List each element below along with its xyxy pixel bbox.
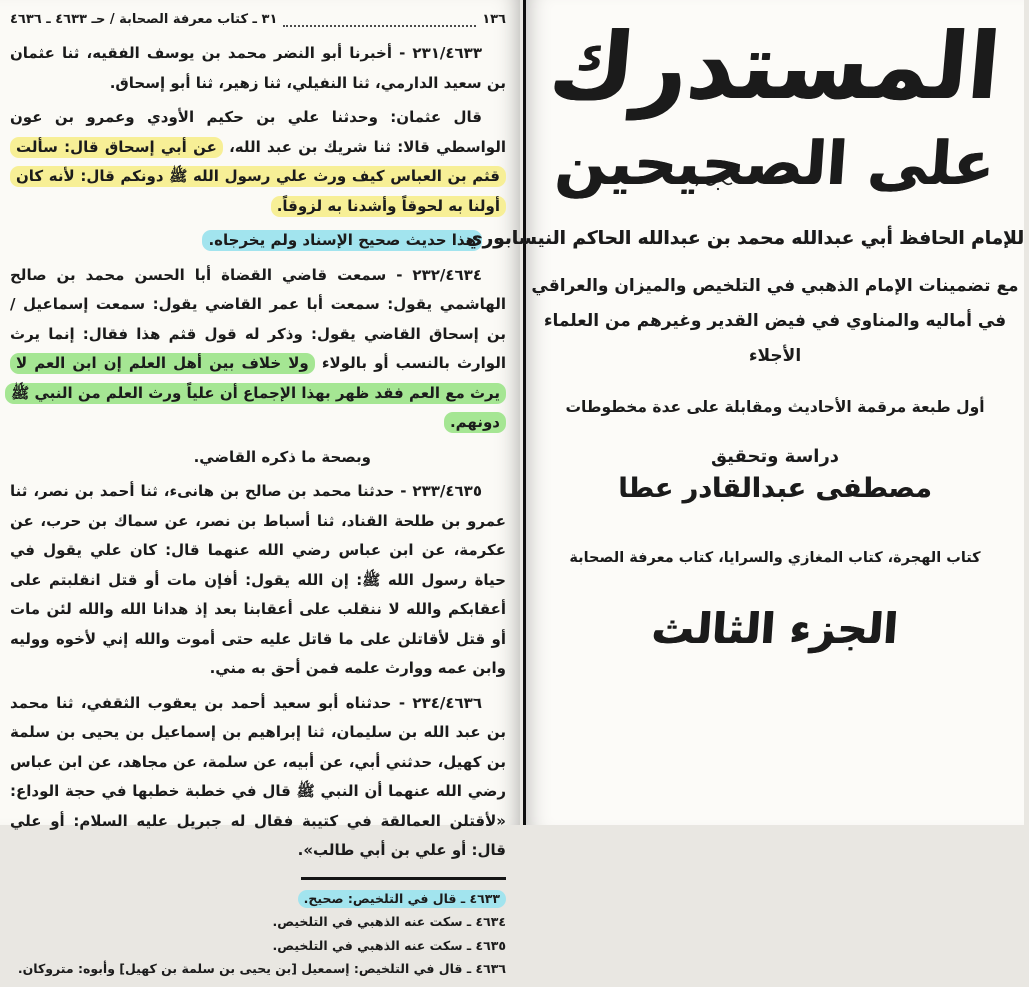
highlighted-text: عن أبي إسحاق قال: سألت قثم بن العباس كيف ورث علي رسول الله ﷺ دونكم قال: لأنه كان أولنا به لحوقاً وأشدنا به لزوقاً. xyxy=(10,137,506,217)
footnote-4634 xyxy=(10,910,506,934)
author-line: للإمام الحافظ أبي عبدالله محمد بن عبدالله الحاكم النيسابوري xyxy=(465,227,1024,249)
hadith-4633-grading xyxy=(10,226,506,256)
qadi-confirmation-note xyxy=(10,443,506,473)
text-segment: ٢٣٣/٤٦٣٥ - حدثنا محمد بن صالح بن هانىء، ثنا أحمد بن نصر، ثنا عمرو بن طلحة القناد، ثنا أسباط بن نصر، عن سماك بن حرب، عن عكرمة، عن ابن عباس رضي الله عنهما قال: كان علي يقول في حياة رسول الله ﷺ: إن الله يقول: أفإن مات أو قتل انقلبتم على أعقابكم والله لا ننقلب على أعقابنا بعد إذ هدانا الله والله لئن مات أو قتل لأقاتلن على ما قاتل عليه حتى أموت والله إني لأخوه ووليه وابن عمه ووارث علمه فمن أحق به مني. xyxy=(10,482,506,677)
contents-line: كتاب الهجرة، كتاب المغازي والسرايا، كتاب معرفة الصحابة xyxy=(569,549,981,566)
inclusions-line-2: في أماليه والمناوي في فيض القدير وغيرهم من العلماء الأجلاء xyxy=(543,310,1007,366)
footnote-4635 xyxy=(10,934,506,958)
text-segment: قال عثمان: وحدثنا علي بن حكيم الأودي وعمرو بن عون الواسطي قالا: ثنا شريك بن عبد الله، xyxy=(10,108,506,156)
footnotes-block xyxy=(10,871,506,987)
text-segment: ٢٣٤/٤٦٣٦ - حدثناه أبو سعيد أحمد بن يعقوب الثقفي، ثنا محمد بن عبد الله بن سليمان، ثنا إبراهيم بن إسماعيل بن يحيى بن سلمة بن كهيل، حدثني أبي، عن أبيه، عن سلمة، عن مجاهد، عن ابن عباس رضي الله عنهما أن النبي ﷺ قال في خطبة خطبها في حجة الوداع: «لأقتلن العمالقة في كتيبة فقال له جبريل عليه السلام: أو علي قال: أو علي بن أبي طالب». xyxy=(10,693,506,859)
footnote-4633 xyxy=(10,887,506,911)
edition-note: أول طبعة مرقمة الأحاديث ومقابلة على عدة مخطوطات xyxy=(565,397,985,416)
inclusions-note xyxy=(526,269,1024,374)
editor-name: مصطفى عبدالقادر عطا xyxy=(618,472,932,504)
highlighted-text: ولا خلاف بين أهل العلم إن ابن العم لا يرث مع العم فقد ظهر بهذا الإجماع أن علياً ورث العلم من النبي ﷺ دونهم. xyxy=(5,353,506,433)
page-header xyxy=(10,12,506,27)
chapter-title: ٣١ ـ كتاب معرفة الصحابة / حـ ٤٦٣٣ ـ ٤٦٣٦ xyxy=(10,12,278,27)
text-segment: ٢٣٢/٤٦٣٤ - سمعت قاضي القضاة أبا الحسن محمد بن صالح الهاشمي يقول: سمعت أبا عمر القاضي يقول: سمعت إسماعيل / بن إسحاق القاضي يقول: وذكر له قول قثم هذا فقال: إنما يرث الوارث بالنسب أو بالولاء xyxy=(10,265,506,372)
footnotes-list xyxy=(10,887,506,981)
hadith-text-block xyxy=(10,39,506,871)
footnote-separator xyxy=(301,877,506,880)
text-segment: ٤٦٣٥ ـ سكت عنه الذهبي في التلخيص. xyxy=(272,937,506,953)
page-number: ١٣٦ xyxy=(482,12,506,27)
left-page xyxy=(0,0,520,976)
hadith-4636 xyxy=(10,689,506,866)
highlighted-text: هذا حديث صحيح الإسناد ولم يخرجاه. xyxy=(202,230,482,251)
study-label: دراسة وتحقيق xyxy=(710,445,840,467)
hadith-4633-matn xyxy=(10,103,506,221)
highlighted-text: ٤٦٣٣ ـ قال في التلخيص: صحيح. xyxy=(298,890,506,908)
hadith-4633-isnad xyxy=(10,39,506,98)
dotted-leader xyxy=(283,16,476,27)
footnote-4636 xyxy=(10,957,506,981)
text-segment: ٢٣١/٤٦٣٣ - أخبرنا أبو النضر محمد بن يوسف الفقيه، ثنا عثمان بن سعيد الدارمي، ثنا النفيلي، ثنا زهير، ثنا أبو إسحاق. xyxy=(10,44,506,92)
text-segment: وبصحة ما ذكره القاضي. xyxy=(193,447,371,466)
volume-label: الجزء الثالث xyxy=(650,603,900,653)
hadith-4635 xyxy=(10,477,506,684)
book-title-sub: على الصحيحين xyxy=(553,128,997,199)
text-segment: ٤٦٣٦ ـ قال في التلخيص: إسمعيل [بن يحيى بن سلمة بن كهيل] وأبوه: متروكان. xyxy=(17,961,506,976)
inclusions-line-1: مع تضمينات الإمام الذهبي في التلخيص والميزان والعراقي xyxy=(531,275,1019,296)
text-segment: ٤٦٣٤ ـ سكت عنه الذهبي في التلخيص. xyxy=(272,914,506,929)
hadith-4634 xyxy=(10,261,506,438)
book-title-main: المستدرك xyxy=(545,13,1005,120)
